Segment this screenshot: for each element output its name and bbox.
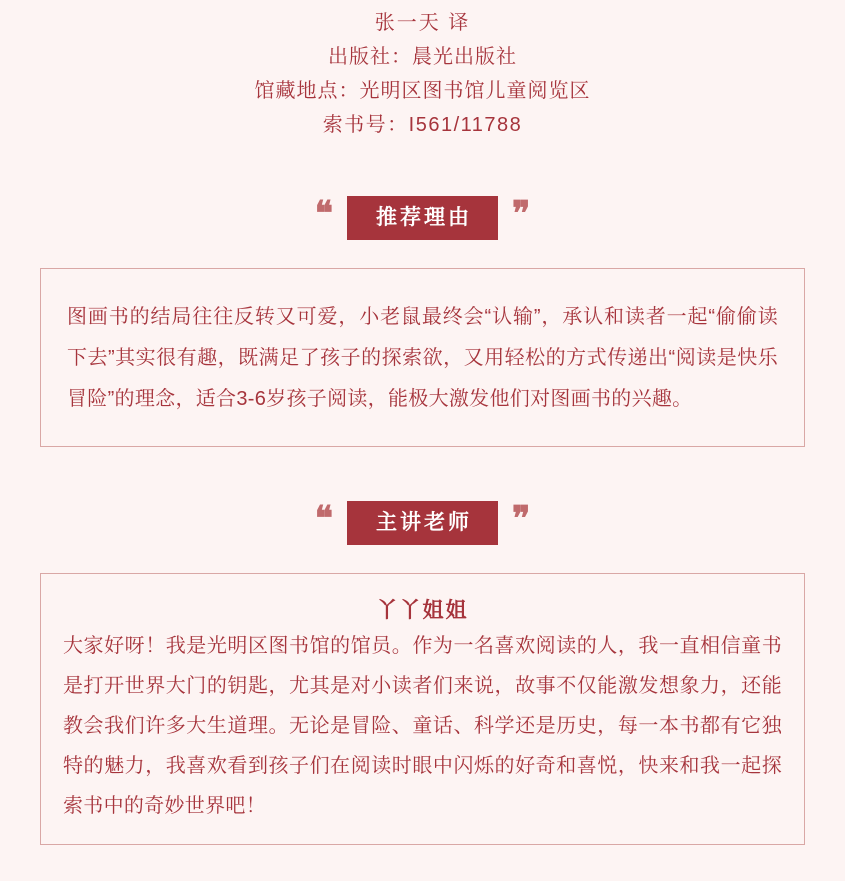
quote-open-icon: ❝	[314, 194, 333, 235]
publisher-line: 出版社：晨光出版社	[328, 46, 517, 68]
teacher-intro-text: 大家好呀！我是光明区图书馆的馆员。作为一名喜欢阅读的人，我一直相信童书是打开世界大门的钥匙，尤其是对小读者们来说，故事不仅能激发想象力，还能教会我们许多大生道理。无论是冒险、童话、科学还是历史，每一本书都有它独特的魅力，我喜欢看到孩子们在阅读时眼中闪烁的好奇和喜悦，快来和我一起探索书中的奇妙世界吧！	[63, 635, 782, 818]
book-meta	[22, 0, 823, 142]
call-number-line: 索书号：I561/11788	[322, 114, 523, 136]
recommendation-text: 图画书的结局往往反转又可爱，小老鼠最终会“认输”，承认和读者一起“偷偷读下去”其实很有趣，既满足了孩子的探索欲，又用轻松的方式传递出“阅读是快乐冒险”的理念，适合3-6岁孩子阅读，能极大激发他们对图画书的兴趣。	[67, 306, 778, 411]
recommendation-card	[40, 268, 805, 447]
quote-close-icon: ❞	[512, 499, 531, 540]
quote-open-icon: ❝	[314, 499, 333, 540]
section-header-teacher	[22, 501, 823, 545]
quote-close-icon: ❞	[512, 194, 531, 235]
translator-line: 张一天 译	[374, 12, 471, 34]
teacher-card	[40, 573, 805, 845]
collection-location-line: 馆藏地点：光明区图书馆儿童阅览区	[254, 80, 591, 102]
section-badge-recommendation: 推荐理由	[347, 196, 498, 240]
teacher-name: 丫丫姐姐	[376, 599, 469, 623]
section-header-recommendation	[22, 196, 823, 240]
section-badge-teacher: 主讲老师	[347, 501, 498, 545]
